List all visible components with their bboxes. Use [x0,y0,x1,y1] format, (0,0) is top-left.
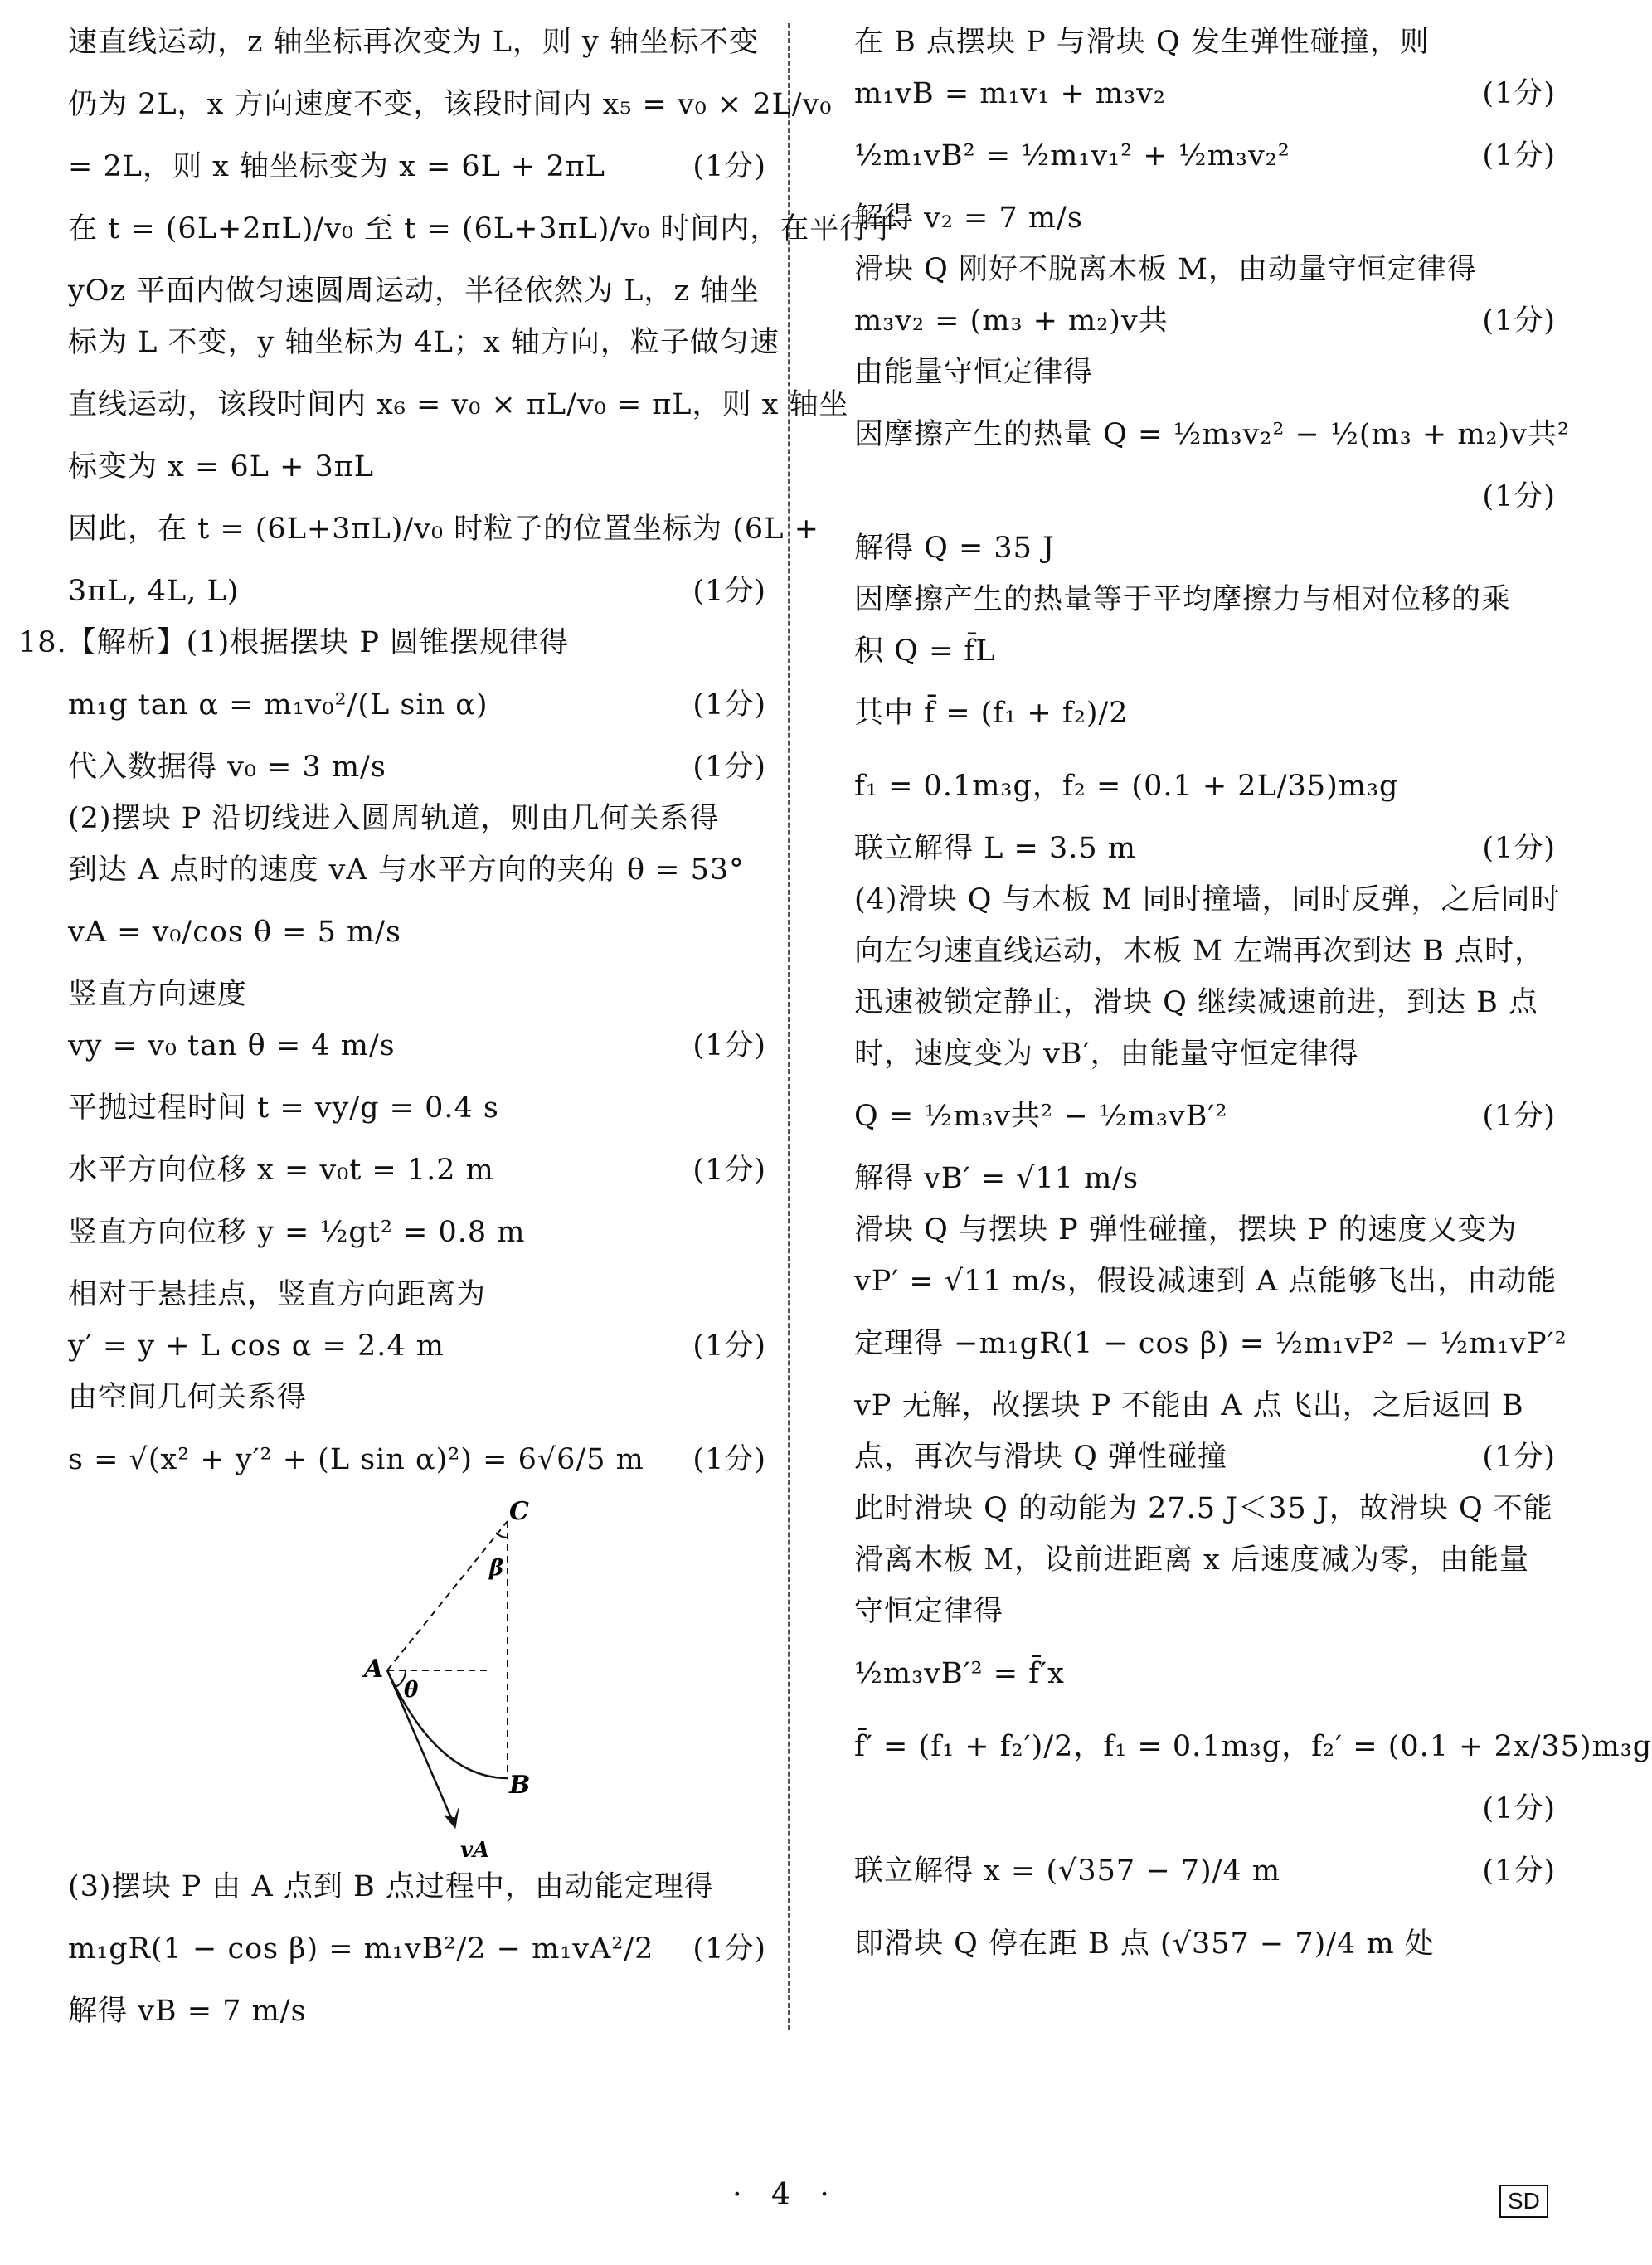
left-line [68,896,766,969]
right-line [854,1380,1556,1431]
left-line [68,1145,766,1196]
right-line-text: vP 无解，故摆块 P 不能由 A 点飞出，之后返回 B [854,1389,1524,1422]
right-line-text: 向左匀速直线运动，木板 M 左端再次到达 B 点时， [854,935,1545,968]
right-line [854,625,1556,677]
score-mark: (1分) [692,1154,766,1187]
left-line [68,1913,766,1986]
right-line-text: 解得 Q = 35 J [854,532,1056,565]
right-line [854,244,1556,295]
label-theta: θ [404,1678,419,1703]
source-badge: SD [1499,2185,1548,2218]
right-line-text: 迅速被锁定静止，滑块 Q 继续减速前进，到达 B 点 [854,986,1538,1019]
score-mark: (1分) [1482,1854,1556,1888]
right-line [854,1431,1556,1483]
score-mark: (1分) [1482,77,1556,110]
right-line-text: m₃v₂ = (m₃ + m₂)v共 [854,304,1169,338]
right-line-text: 滑块 Q 与摆块 P 弹性碰撞，摆块 P 的速度又变为 [854,1213,1518,1247]
left-line-text: 平抛过程时间 t = vy/g = 0.4 s [68,1091,499,1125]
right-line [854,926,1556,977]
left-line [68,1196,766,1269]
right-line-text: 联立解得 L = 3.5 m [854,832,1136,865]
right-line [854,1204,1556,1256]
right-line-text: 积 Q = f̄L [854,634,996,668]
left-line-text: 竖直方向速度 [68,978,248,1011]
right-line [854,1637,1556,1710]
score-mark: (1分) [1482,480,1556,513]
score-mark: (1分) [692,1329,766,1363]
label-beta: β [489,1556,504,1581]
left-line-text: m₁gR(1 − cos β) = m₁vB²/2 − m₁vA²/2 [68,1932,654,1966]
score-mark: (1分) [1482,1792,1556,1825]
score-mark: (1分) [692,1443,766,1476]
left-line-text: 代入数据得 v₀ = 3 m/s [68,751,386,784]
score-mark: (1分) [692,1029,766,1062]
right-line-text: 此时滑块 Q 的动能为 27.5 J＜35 J，故滑块 Q 不能 [854,1492,1553,1525]
right-line [854,1153,1556,1204]
column-divider [788,23,790,2030]
left-line [68,741,766,793]
right-column [854,17,1652,1981]
left-line-text: 因此，在 t = (6L+3πL)/v₀ 时粒子的位置坐标为 (6L + [68,513,819,546]
right-line [854,347,1556,398]
left-line-text: 3πL, 4L, L) [68,575,240,608]
score-mark: (1分) [1482,832,1556,865]
right-line [854,1080,1556,1153]
label-b: B [509,1771,531,1800]
left-line [68,1269,766,1320]
left-line-text: (2)摆块 P 沿切线进入圆周轨道，则由几何关系得 [68,802,720,835]
right-line-text: 解得 v₂ = 7 m/s [854,202,1083,235]
right-line-text: 因摩擦产生的热量 Q = ½m₃v₂² − ½(m₃ + m₂)v共² [854,418,1571,451]
right-line-text: vP′ = √11 m/s，假设减速到 A 点能够飞出，由动能 [854,1265,1557,1298]
left-line [68,1072,766,1145]
right-line-text: 滑离木板 M，设前进距离 x 后速度减为零，由能量 [854,1543,1529,1577]
pendulum-svg [300,1496,599,1861]
left-line [68,566,766,617]
right-line [854,1483,1556,1534]
left-line-text: 18.【解析】(1)根据摆块 P 圆锥摆规律得 [18,626,570,659]
right-line [854,1586,1556,1637]
left-line-text: 直线运动，该段时间内 x₆ = v₀ × πL/v₀ = πL，则 x 轴坐 [68,388,849,421]
left-line-text: 在 t = (6L+2πL)/v₀ 至 t = (6L+3πL)/v₀ 时间内，在平行于 [68,212,900,245]
right-line [854,295,1556,347]
left-line [68,68,833,141]
right-line [854,977,1556,1028]
right-line-text: f̄′ = (f₁ + f₂′)/2，f₁ = 0.1m₃g，f₂′ = (0.1 + 2x/35)m₃g [854,1730,1652,1763]
left-line [68,17,766,68]
left-line-text: 标变为 x = 6L + 3πL [68,450,375,484]
left-line-text: 解得 vB = 7 m/s [68,1995,307,2028]
left-line [68,441,766,493]
right-line-text: 其中 f̄ = (f₁ + f₂)/2 [854,697,1129,730]
left-line [68,668,766,741]
right-line-text: ½m₁vB² = ½m₁v₁² + ½m₃v₂² [854,139,1290,173]
right-line-text: 即滑块 Q 停在距 B 点 (√357 − 7)/4 m 处 [854,1927,1435,1961]
right-line-text: 由能量守恒定律得 [854,356,1094,389]
left-line-text: vy = v₀ tan θ = 4 m/s [68,1029,396,1062]
right-line-text: 定理得 −m₁gR(1 − cos β) = ½m₁vP² − ½m₁vP′² [854,1327,1567,1360]
right-line [854,523,1556,574]
left-line-text: 到达 A 点时的速度 vA 与水平方向的夹角 θ = 53° [68,853,745,887]
left-line [18,617,766,668]
left-line [68,265,766,317]
left-line-text: 标为 L 不变，y 轴坐标为 4L；x 轴方向，粒子做匀速 [68,326,780,359]
pendulum-diagram [68,1496,766,1861]
right-line [854,1710,1652,1783]
page-number: · 4 · [732,2178,839,2212]
right-line [854,1835,1556,1908]
left-column [18,17,900,2037]
label-va: vA [460,1838,490,1863]
label-a: A [364,1655,384,1684]
left-line [68,1020,766,1072]
left-line-text: 水平方向位移 x = v₀t = 1.2 m [68,1154,494,1187]
right-line [854,874,1561,926]
score-mark: (1分) [692,150,766,183]
left-line [68,1861,766,1913]
left-line [68,1320,766,1372]
right-line [854,750,1556,823]
left-line [68,1423,766,1496]
score-mark: (1分) [1482,1100,1556,1133]
left-line-text: s = √(x² + y′² + (L sin α)²) = 6√6/5 m [68,1443,644,1476]
left-line [68,192,900,265]
score-mark: (1分) [1482,304,1556,338]
right-line [854,1256,1556,1307]
score-mark: (1分) [1482,1441,1556,1474]
right-line-text: 守恒定律得 [854,1595,1004,1628]
right-line-text: 滑块 Q 刚好不脱离木板 M，由动量守恒定律得 [854,253,1477,286]
right-line [854,1783,1556,1835]
right-line [854,823,1556,874]
right-line [854,17,1556,68]
right-line [854,192,1556,244]
left-line-text: 仍为 2L，x 方向速度不变，该段时间内 x₅ = v₀ × 2L/v₀ [68,88,833,121]
right-line-text: 时，速度变为 vB′，由能量守恒定律得 [854,1038,1359,1071]
right-line-text: m₁vB = m₁v₁ + m₃v₂ [854,77,1166,110]
right-line-text: 因摩擦产生的热量等于平均摩擦力与相对位移的乘 [854,583,1512,616]
right-line [854,677,1556,750]
right-line [854,1908,1556,1981]
score-mark: (1分) [692,688,766,722]
left-line [68,969,766,1020]
right-line-text: (4)滑块 Q 与木板 M 同时撞墙，同时反弹，之后同时 [854,883,1561,916]
left-line [68,317,780,368]
right-line [854,1534,1556,1586]
left-line-text: (3)摆块 P 由 A 点到 B 点过程中，由动能定理得 [68,1870,714,1903]
score-mark: (1分) [692,751,766,784]
right-line [854,574,1556,625]
left-line-text: y′ = y + L cos α = 2.4 m [68,1329,445,1363]
right-line-text: 点，再次与滑块 Q 弹性碰撞 [854,1441,1227,1474]
line-ac [387,1521,508,1670]
left-line [68,793,766,844]
score-mark: (1分) [692,1932,766,1966]
left-line-text: 相对于悬挂点，竖直方向距离为 [68,1278,487,1311]
left-line-text: vA = v₀/cos θ = 5 m/s [68,916,401,949]
left-line-text: yOz 平面内做匀速圆周运动，半径依然为 L，z 轴坐 [68,275,760,308]
right-line [854,119,1556,192]
right-line [854,1028,1556,1080]
right-line [854,68,1556,119]
right-line-text: f₁ = 0.1m₃g，f₂ = (0.1 + 2L/35)m₃g [854,770,1399,803]
left-line-text: 由空间几何关系得 [68,1381,308,1414]
beta-arc [496,1533,508,1538]
left-line [68,1372,766,1423]
right-line-text: ½m₃vB′² = f̄′x [854,1657,1065,1690]
label-c: C [509,1497,529,1526]
right-line [854,471,1556,523]
velocity-arrow [387,1670,452,1820]
right-line-text: 联立解得 x = (√357 − 7)/4 m [854,1854,1281,1888]
left-line [68,141,766,192]
left-line-text: 速直线运动，z 轴坐标再次变为 L，则 y 轴坐标不变 [68,26,759,59]
left-line [68,1986,766,2037]
left-line [68,368,849,441]
left-line-text: = 2L，则 x 轴坐标变为 x = 6L + 2πL [68,150,605,183]
right-line [854,1307,1567,1380]
left-line [68,493,819,566]
left-line [68,844,766,896]
left-line-text: 竖直方向位移 y = ½gt² = 0.8 m [68,1216,526,1249]
right-line-text: Q = ½m₃v共² − ½m₃vB′² [854,1100,1228,1133]
score-mark: (1分) [692,575,766,608]
score-mark: (1分) [1482,139,1556,173]
right-line [854,398,1571,471]
right-line-text: 在 B 点摆块 P 与滑块 Q 发生弹性碰撞，则 [854,26,1430,59]
right-line-text: 解得 vB′ = √11 m/s [854,1162,1139,1195]
left-line-text: m₁g tan α = m₁v₀²/(L sin α) [68,688,488,722]
